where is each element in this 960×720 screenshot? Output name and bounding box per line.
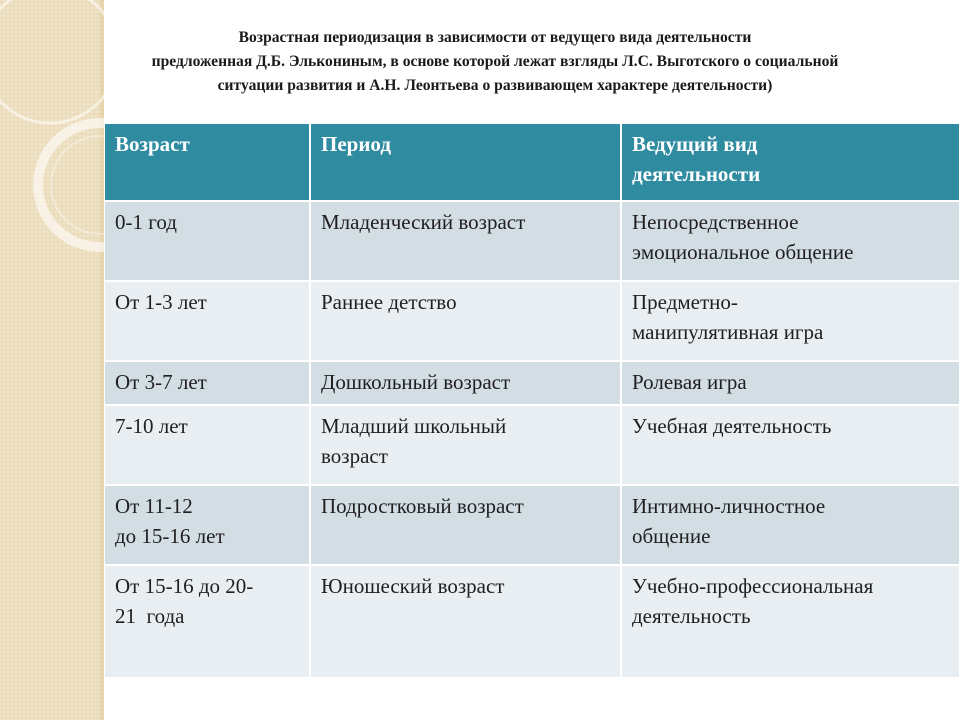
cell-text: Юношеский возраст bbox=[321, 574, 505, 598]
cell-text: От 11-12 bbox=[115, 494, 193, 518]
cell-text: возраст bbox=[321, 444, 388, 468]
cell-age bbox=[105, 485, 310, 565]
cell-age bbox=[105, 201, 310, 281]
cell-text: От 3-7 лет bbox=[115, 370, 207, 394]
cell-activity bbox=[621, 361, 959, 405]
table-row bbox=[105, 565, 959, 677]
cell-age bbox=[105, 405, 310, 485]
header-activity-label: Ведущий вид bbox=[632, 132, 758, 156]
title-line: предложенная Д.Б. Элькониным, в основе которой лежат взгляды Л.С. Выготского о социальной bbox=[151, 53, 839, 70]
cell-period bbox=[310, 281, 621, 361]
cell-text: Учебная деятельность bbox=[632, 414, 832, 438]
header-period bbox=[310, 124, 621, 201]
cell-text: Учебно-профессиональная bbox=[632, 574, 874, 598]
cell-text: до 15-16 лет bbox=[115, 524, 225, 548]
table-row bbox=[105, 485, 959, 565]
cell-text: общение bbox=[632, 524, 711, 548]
cell-activity bbox=[621, 565, 959, 677]
cell-age bbox=[105, 281, 310, 361]
page-title bbox=[40, 26, 950, 98]
cell-text: От 15-16 до 20- bbox=[115, 574, 254, 598]
cell-text: Предметно- bbox=[632, 290, 738, 314]
cell-period bbox=[310, 361, 621, 405]
table-row bbox=[105, 281, 959, 361]
header-activity-label: деятельности bbox=[632, 162, 761, 186]
cell-text: Ролевая игра bbox=[632, 370, 747, 394]
cell-text: 21 года bbox=[115, 604, 185, 628]
cell-text: манипулятивная игра bbox=[632, 320, 824, 344]
header-age bbox=[105, 124, 310, 201]
table-row bbox=[105, 201, 959, 281]
cell-text: Подростковый возраст bbox=[321, 494, 524, 518]
cell-text: Непосредственное bbox=[632, 210, 799, 234]
title-line: ситуации развития и А.Н. Леонтьева о развивающем характере деятельности) bbox=[217, 77, 773, 94]
cell-activity bbox=[621, 201, 959, 281]
cell-period bbox=[310, 485, 621, 565]
cell-text: 0-1 год bbox=[115, 210, 177, 234]
cell-text: Дошкольный возраст bbox=[321, 370, 511, 394]
periodization-table bbox=[105, 124, 959, 677]
cell-text: Интимно-личностное bbox=[632, 494, 826, 518]
table-header-row bbox=[105, 124, 959, 201]
header-activity bbox=[621, 124, 959, 201]
cell-text: Раннее детство bbox=[321, 290, 457, 314]
cell-text: 7-10 лет bbox=[115, 414, 188, 438]
table-row bbox=[105, 361, 959, 405]
header-age-label: Возраст bbox=[115, 132, 190, 156]
cell-text: От 1-3 лет bbox=[115, 290, 207, 314]
cell-age bbox=[105, 565, 310, 677]
cell-text: деятельность bbox=[632, 604, 751, 628]
cell-activity bbox=[621, 405, 959, 485]
cell-text: эмоциональное общение bbox=[632, 240, 854, 264]
cell-activity bbox=[621, 485, 959, 565]
cell-text: Младенческий возраст bbox=[321, 210, 526, 234]
cell-period bbox=[310, 405, 621, 485]
cell-period bbox=[310, 565, 621, 677]
header-period-label: Период bbox=[321, 132, 391, 156]
table-row bbox=[105, 405, 959, 485]
cell-age bbox=[105, 361, 310, 405]
cell-text: Младший школьный bbox=[321, 414, 507, 438]
title-line: Возрастная периодизация в зависимости от ведущего вида деятельности bbox=[238, 29, 752, 46]
cell-period bbox=[310, 201, 621, 281]
cell-activity bbox=[621, 281, 959, 361]
